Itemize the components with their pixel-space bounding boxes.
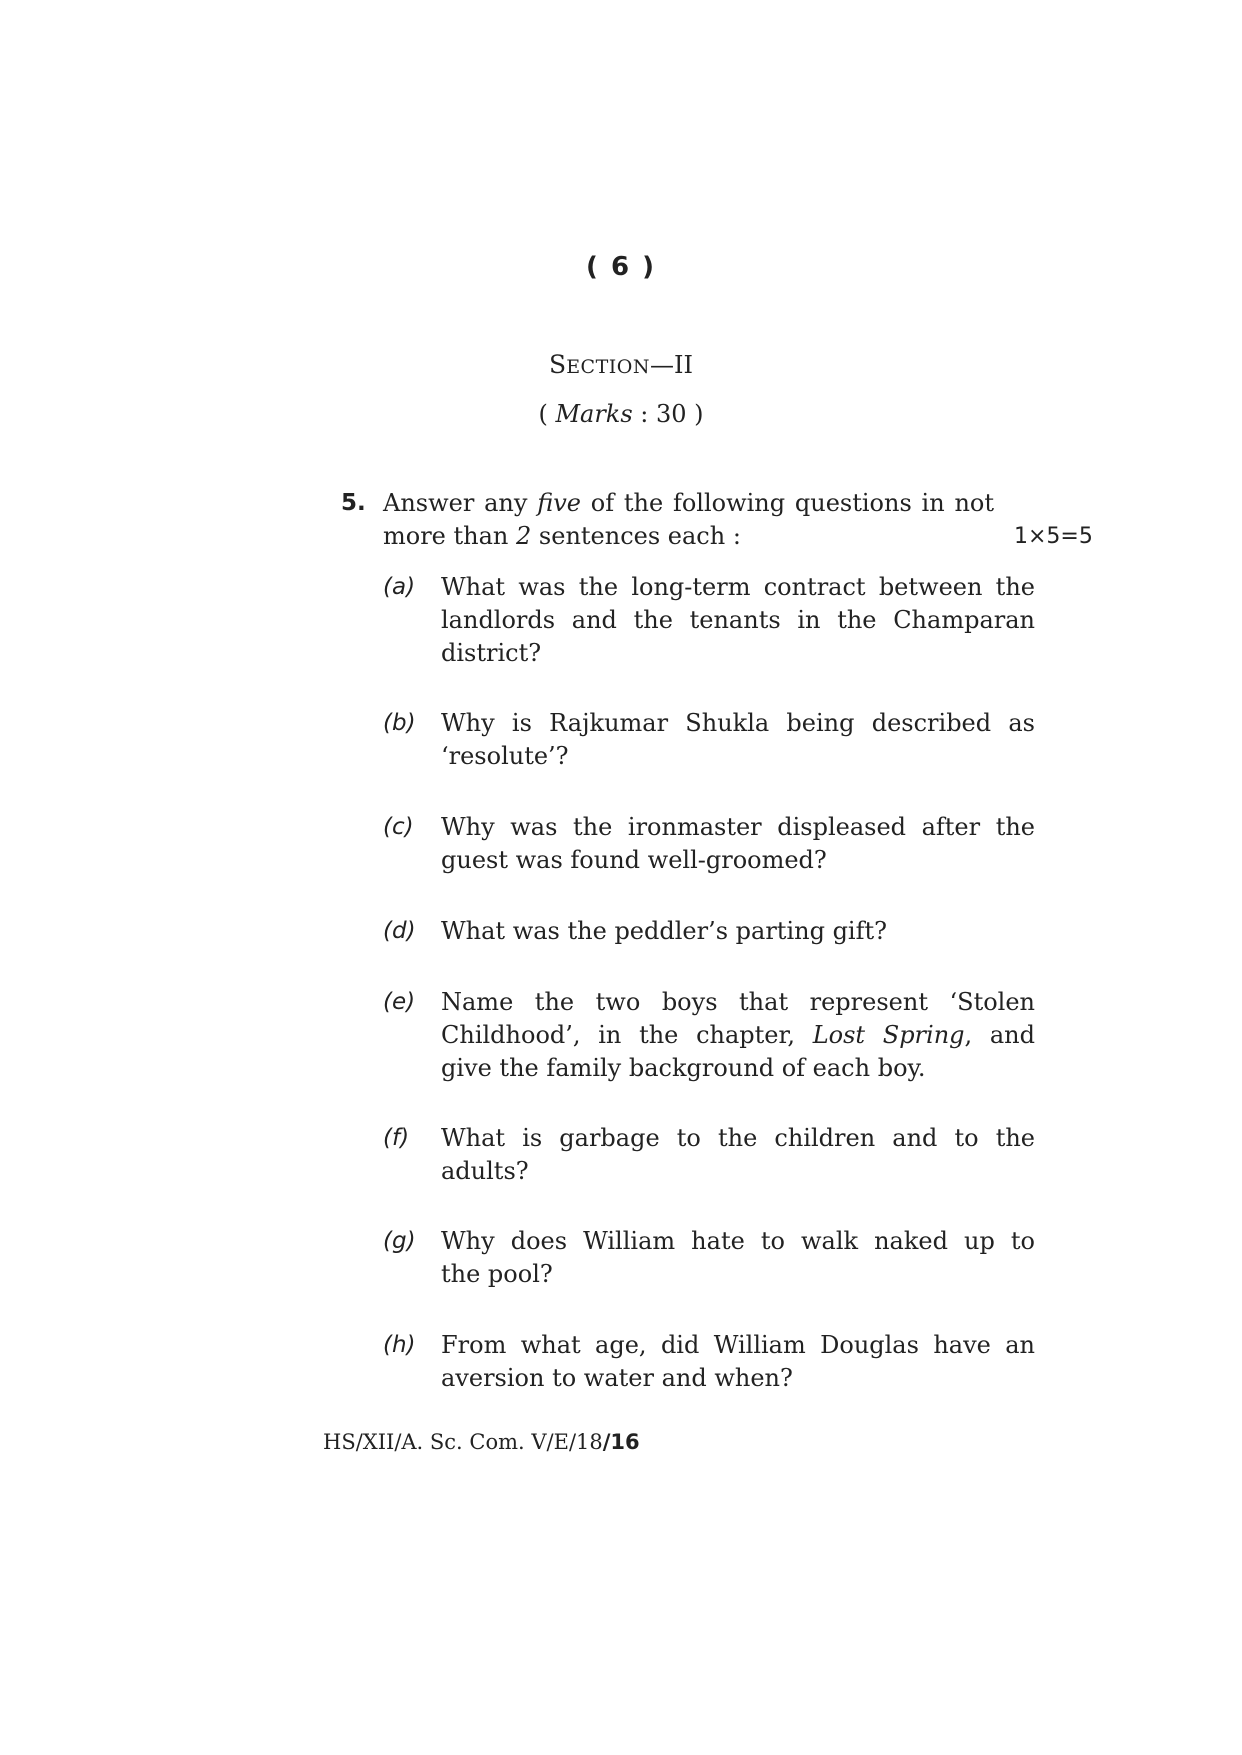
subquestion-text	[441, 1122, 1035, 1188]
text-line: Why is Rajkumar Shukla being described as	[441, 709, 1035, 737]
section-title-rest: ECTION	[566, 356, 650, 378]
subquestion-text	[441, 811, 1035, 877]
question-number: 5.	[341, 490, 366, 516]
section-title	[0, 350, 1242, 379]
subquestion-text	[441, 1329, 1035, 1395]
text-line: Why does William hate to walk naked up to	[441, 1227, 1035, 1255]
question-marks: 1×5=5	[1014, 524, 1093, 549]
text-line: aversion to water and when?	[441, 1364, 793, 1392]
marks-value: : 30 )	[632, 400, 704, 428]
subquestion-text	[441, 1225, 1035, 1291]
instruction-line-2: more than 2 sentences each :	[383, 522, 741, 550]
text-line: Why was the ironmaster displeased after the	[441, 813, 1035, 841]
text-line: the pool?	[441, 1260, 553, 1288]
subquestion-text	[441, 915, 1035, 948]
total-pages: /16	[602, 1430, 640, 1454]
instruction-line-1: Answer any five of the following questions in not	[383, 489, 994, 517]
page-number: ( 6 )	[586, 252, 656, 282]
subquestion-label: (b)	[383, 710, 416, 736]
paper-code: HS/XII/A. Sc. Com. V/E/18	[323, 1430, 603, 1454]
subquestion-label: (e)	[383, 989, 416, 1015]
text-line: district?	[441, 639, 542, 667]
subquestion-label: (f)	[383, 1125, 410, 1151]
section-title-initial: S	[549, 350, 567, 379]
subquestion-label: (c)	[383, 814, 414, 840]
question-instruction	[383, 487, 994, 553]
subquestion-label: (g)	[383, 1228, 416, 1254]
section-marks	[0, 400, 1242, 428]
text-line: ‘resolute’?	[441, 742, 569, 770]
text-line: Name the two boys that represent ‘Stolen	[441, 988, 1035, 1016]
chapter-title: Lost Spring	[812, 1021, 965, 1049]
subquestion-text	[441, 986, 1035, 1085]
text-line: guest was found well-groomed?	[441, 846, 827, 874]
marks-open: (	[538, 400, 556, 428]
subquestion-text	[441, 571, 1035, 670]
subquestion-label: (d)	[383, 918, 416, 944]
text-line: What was the long-term contract between the	[441, 573, 1035, 601]
marks-label: Marks	[555, 400, 633, 428]
text-line: landlords and the tenants in the Champaran	[441, 606, 1035, 634]
subquestion-text	[441, 707, 1035, 773]
text-line: From what age, did William Douglas have an	[441, 1331, 1035, 1359]
text-line: What is garbage to the children and to the	[441, 1124, 1035, 1152]
footer-code	[323, 1430, 640, 1454]
text-line: adults?	[441, 1157, 529, 1185]
text-line: give the family background of each boy.	[441, 1054, 926, 1082]
subquestion-label: (h)	[383, 1332, 416, 1358]
text-line: What was the peddler’s parting gift?	[441, 917, 888, 945]
section-title-suffix: —II	[649, 351, 693, 379]
text-line: Childhood’, in the chapter, Lost Spring, and	[441, 1021, 1036, 1049]
subquestion-label: (a)	[383, 574, 416, 600]
